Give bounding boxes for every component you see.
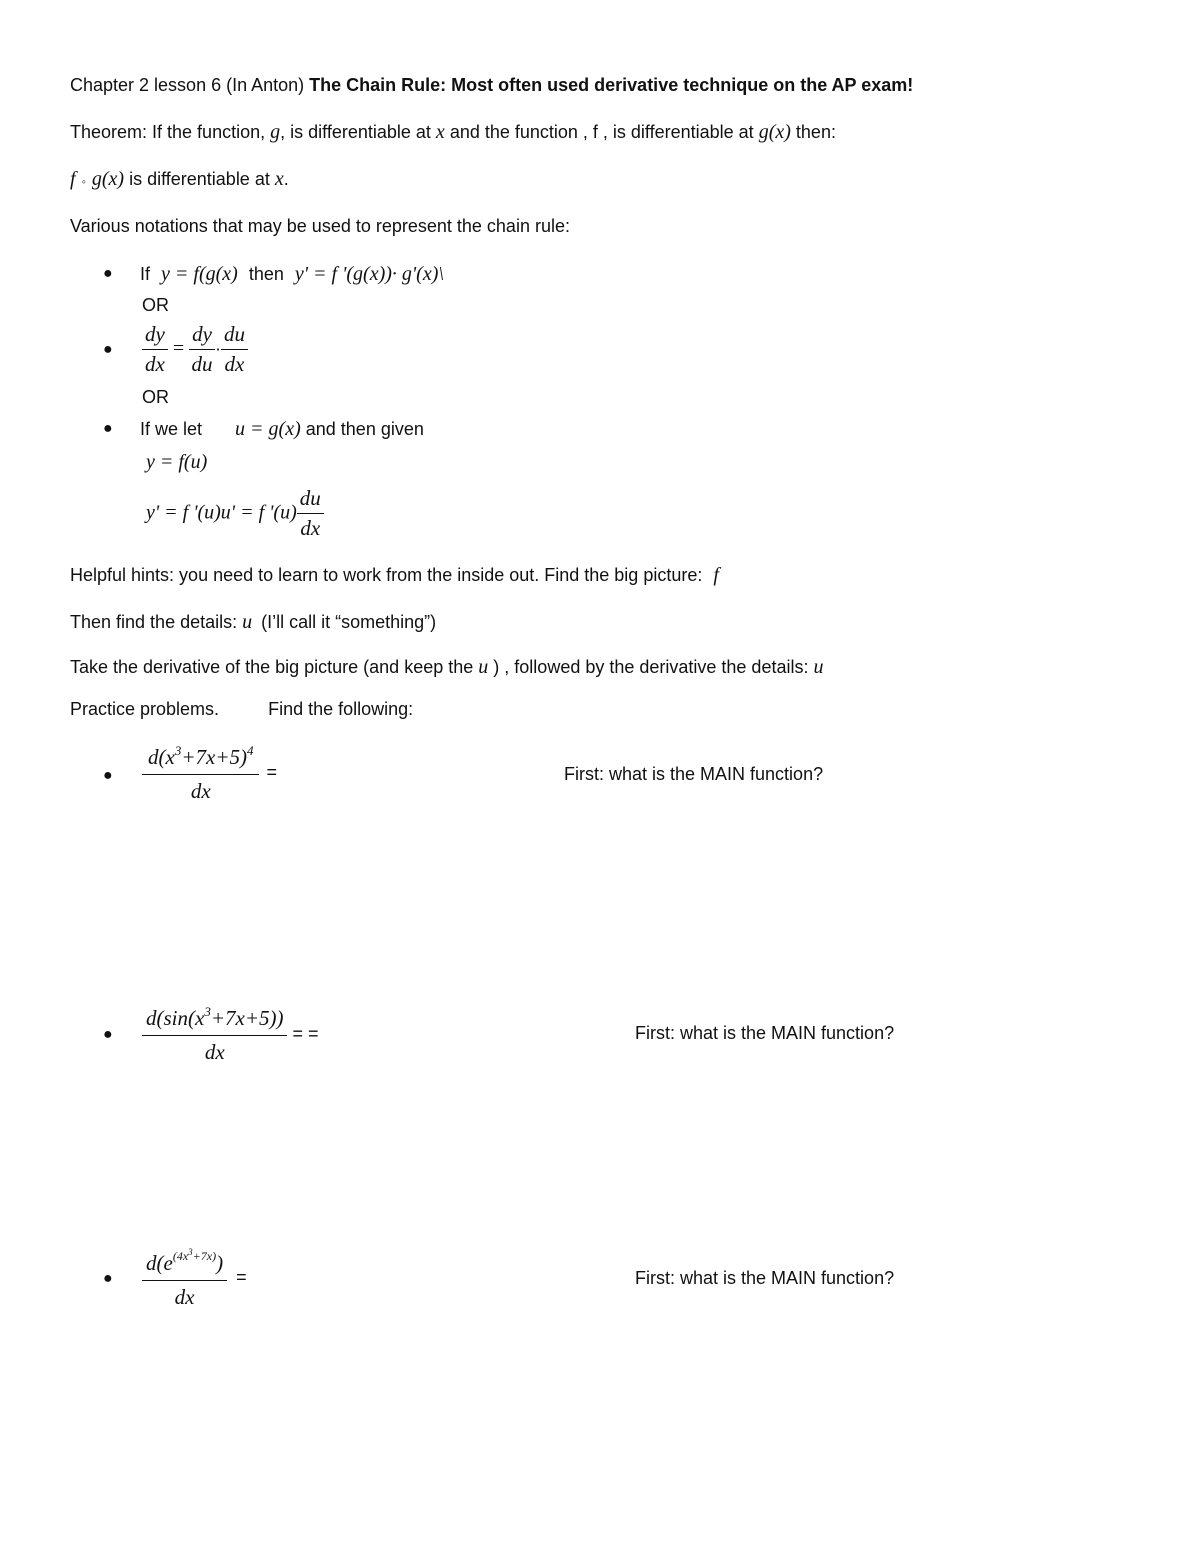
theorem-text-4: then:: [795, 122, 836, 142]
problem-3-fraction: $\frac{d(e^{(4x^3+7x)})}{dx}$: [142, 1247, 227, 1310]
or-label-1: OR: [142, 295, 169, 315]
theorem-text-3: and the function , f , is differentiable at: [449, 122, 754, 142]
problem-3-prompt: First: what is the MAIN function?: [635, 1268, 895, 1288]
expr-gx-2: g(x): [91, 168, 125, 190]
expr-f: f: [70, 168, 76, 190]
var-f: f: [713, 564, 719, 586]
notations-intro: Various notations that may be used to represent the chain rule:: [70, 216, 570, 236]
notation-1: [140, 262, 444, 286]
hint-1: [70, 563, 719, 587]
problem-2-fraction: $\frac{d(\sin(x^3+7x+5))}{dx}$: [142, 1004, 287, 1065]
notation1-rhs: y' = f '(g(x))· g'(x)\: [294, 263, 444, 285]
practice-label: Practice problems.: [70, 699, 220, 719]
expr-gx: g(x): [758, 121, 791, 143]
hint-3-text-a: Take the derivative of the big picture (and keep the: [70, 657, 474, 677]
fraction-dy-dx: $\frac{dy}{dx}$: [142, 322, 168, 377]
var-x-2: x: [274, 168, 284, 190]
bullet: ●: [103, 265, 113, 282]
notation3-u-eq: u = g(x): [235, 418, 301, 440]
var-u-3: u: [813, 656, 824, 678]
theorem-line: [70, 120, 836, 144]
title-prefix: Chapter 2 lesson 6 (In Anton): [70, 75, 310, 95]
bullet: ●: [103, 420, 113, 437]
notation1-lhs: y = f(g(x): [161, 263, 238, 285]
var-g: g: [270, 121, 281, 143]
bullet: ●: [103, 1026, 113, 1043]
document-title: [70, 75, 913, 97]
problem-3: [142, 1247, 247, 1310]
var-u: u: [242, 611, 253, 633]
hint-2-text: Then find the details:: [70, 612, 238, 632]
var-u-2: u: [478, 656, 489, 678]
fraction-du-dx-2: $\frac{du}{dx}$: [297, 486, 324, 541]
fraction-du-dx: $\frac{du}{dx}$: [221, 322, 248, 377]
dot: ·: [214, 338, 221, 359]
notation1-then: then: [248, 264, 284, 284]
composite-text: is differentiable at: [129, 169, 270, 189]
theorem-text-1: Theorem: If the function,: [70, 122, 266, 142]
notation3-if-we-let: If we let: [140, 419, 203, 439]
notation3-y-eq: y = f(u): [146, 451, 208, 473]
hint-2-tail: (I’ll call it “something”): [261, 612, 437, 632]
fraction-dy-du: $\frac{dy}{du}$: [189, 322, 215, 377]
hint-1-text: Helpful hints: you need to learn to work from the inside out. Find the big picture:: [70, 565, 703, 585]
bullet: ●: [103, 1270, 113, 1287]
problem-3-equals: =: [236, 1267, 247, 1288]
notation3-yprime-expr: y' = f '(u)u' = f '(u): [146, 501, 297, 524]
practice-find: Find the following:: [268, 699, 414, 719]
notation1-if: If: [140, 264, 151, 284]
theorem-text-2: , is differentiable at: [280, 122, 431, 142]
hint-3-text-b: ) , followed by the derivative the details:: [493, 657, 809, 677]
notation3-and-then: and then given: [305, 419, 424, 439]
hint-2: [70, 610, 436, 634]
problem-2-prompt: First: what is the MAIN function?: [635, 1023, 895, 1043]
problem-1-prompt: First: what is the MAIN function?: [564, 764, 824, 784]
title-main: The Chain Rule: Most often used derivative technique on the AP exam!: [309, 75, 914, 95]
problem-1-equals: =: [266, 762, 278, 783]
var-x: x: [435, 121, 445, 143]
bullet: ●: [103, 767, 113, 784]
problem-2: [142, 1004, 319, 1065]
hint-3: [70, 655, 823, 679]
practice-heading: [70, 699, 413, 721]
notation-3: [140, 417, 424, 441]
problem-1: [142, 743, 277, 804]
or-label-2: OR: [142, 387, 169, 407]
compose-symbol: ∘: [80, 177, 87, 188]
problem-1-fraction: $\frac{d(x^3+7x+5)^4}{dx}$: [142, 743, 259, 804]
composite-line: [70, 167, 289, 191]
bullet: ●: [103, 341, 113, 358]
problem-2-equals: = =: [292, 1023, 319, 1044]
notation-2: [142, 322, 248, 377]
notation3-yprime: [146, 486, 324, 541]
period: .: [283, 169, 289, 189]
equals: =: [172, 337, 185, 360]
